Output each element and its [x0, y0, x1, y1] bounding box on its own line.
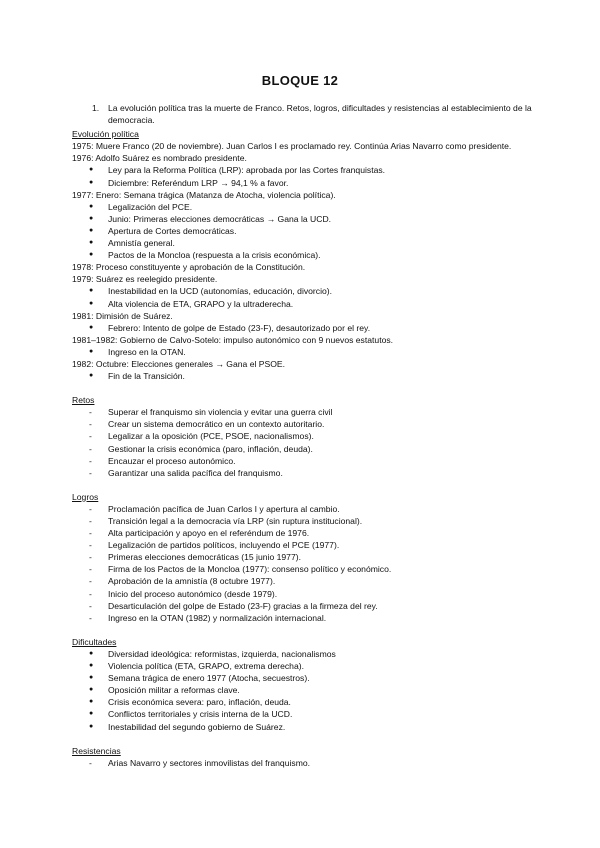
list-item	[72, 430, 532, 442]
list-item-text: Semana trágica de enero 1977 (Atocha, secuestros).	[108, 673, 310, 684]
list-item-text: Inicio del proceso autonómico (desde 1979).	[108, 588, 278, 599]
dash-marker: -	[89, 564, 92, 575]
list-item	[72, 418, 532, 430]
section-heading-evolucion: Evolución política	[72, 129, 139, 140]
list-item	[72, 213, 532, 225]
bullet-marker: ●	[89, 710, 94, 718]
dash-marker: -	[89, 419, 92, 430]
list-item-text: Legalización de partidos políticos, incluyendo el PCE (1977).	[108, 540, 340, 551]
list-item	[72, 612, 532, 624]
document-content	[72, 102, 532, 769]
dash-marker: -	[89, 612, 92, 623]
list-item	[72, 696, 532, 708]
list-item	[72, 322, 532, 334]
list-item	[72, 201, 532, 213]
list-dificultades	[72, 648, 532, 733]
dash-marker: -	[89, 503, 92, 514]
list-item	[72, 588, 532, 600]
list-item	[72, 249, 532, 261]
list-1979	[72, 285, 532, 309]
dash-marker: -	[89, 757, 92, 768]
list-item-text: Ingreso en la OTAN (1982) y normalización internacional.	[108, 612, 327, 623]
section-spacer	[72, 733, 532, 745]
list-item-text: Desarticulación del golpe de Estado (23-F) gracias a la firmeza del rey.	[108, 600, 378, 611]
bullet-marker: ●	[89, 251, 94, 259]
list-1981	[72, 322, 532, 334]
question-item	[72, 102, 532, 126]
bullet-marker: ●	[89, 287, 94, 295]
list-item	[72, 708, 532, 720]
list-1976	[72, 164, 532, 188]
list-item-text: Transición legal a la democracia vía LRP (sin ruptura institucional).	[108, 516, 363, 526]
section-spacer	[72, 624, 532, 636]
section-spacer	[72, 382, 532, 394]
list-item	[72, 237, 532, 249]
list-item-text: Legalizar a la oposición (PCE, PSOE, nacionalismos).	[108, 431, 314, 442]
timeline-entry-1982: 1982: Octubre: Elecciones generales → Gana el PSOE.	[72, 358, 286, 369]
bullet-marker: ●	[89, 372, 94, 380]
list-item-text: Pactos de la Moncloa (respuesta a la crisis económica).	[108, 250, 321, 261]
list-item	[72, 684, 532, 696]
section-logros	[72, 491, 532, 624]
section-heading-resistencias: Resistencias	[72, 745, 121, 756]
list-item-text: Alta violencia de ETA, GRAPO y la ultraderecha.	[108, 298, 294, 309]
list-item-text: Primeras elecciones democráticas (15 junio 1977).	[108, 552, 301, 563]
bullet-marker: ●	[89, 214, 94, 222]
list-item-text: Amnistía general.	[108, 238, 175, 249]
timeline-entry-1978: 1978: Proceso constituyente y aprobación de la Constitución.	[72, 262, 306, 273]
list-item-text: Legalización del PCE.	[108, 201, 193, 212]
list-item-text: Aprobación de la amnistía (8 octubre 1977).	[108, 576, 276, 587]
list-item-text: Fin de la Transición.	[108, 371, 185, 382]
list-item-text: Diversidad ideológica: reformistas, izquierda, nacionalismos	[108, 648, 336, 659]
list-item-text: Gestionar la crisis económica (paro, inflación, deuda).	[108, 443, 313, 454]
list-item	[72, 551, 532, 563]
bullet-marker: ●	[89, 299, 94, 307]
bullet-marker: ●	[89, 323, 94, 331]
bullet-marker: ●	[89, 674, 94, 682]
list-item	[72, 177, 532, 189]
list-item-text: Firma de los Pactos de la Moncloa (1977): consenso político y económico.	[108, 564, 392, 575]
section-evolucion	[72, 128, 532, 382]
list-item	[72, 600, 532, 612]
dash-marker: -	[89, 528, 92, 539]
list-item	[72, 298, 532, 310]
list-item	[72, 225, 532, 237]
dash-marker: -	[89, 467, 92, 478]
dash-marker: -	[89, 443, 92, 454]
timeline-entry-1976: 1976: Adolfo Suárez es nombrado presidente.	[72, 153, 247, 164]
section-dificultades	[72, 636, 532, 733]
section-retos	[72, 394, 532, 479]
list-item	[72, 285, 532, 297]
list-logros	[72, 503, 532, 624]
section-heading-dificultades: Dificultades	[72, 636, 117, 647]
list-item	[72, 503, 532, 515]
list-item	[72, 539, 532, 551]
question-text: La evolución política tras la muerte de Franco. Retos, logros, dificultades y resistencias al establecimiento de la democracia.	[108, 103, 532, 126]
list-item-text: Violencia política (ETA, GRAPO, extrema derecha).	[108, 661, 304, 672]
dash-marker: -	[89, 407, 92, 418]
dash-marker: -	[89, 588, 92, 599]
list-item	[72, 164, 532, 176]
bullet-marker: ●	[89, 649, 94, 657]
bullet-marker: ●	[89, 178, 94, 186]
bullet-marker: ●	[89, 239, 94, 247]
list-item	[72, 443, 532, 455]
list-item	[72, 721, 532, 733]
list-item-text: Conflictos territoriales y crisis interna de la UCD.	[108, 709, 293, 720]
dash-marker: -	[89, 516, 92, 526]
list-item-text: Superar el franquismo sin violencia y evitar una guerra civil	[108, 407, 333, 418]
list-item-text: Febrero: Intento de golpe de Estado (23-F), desautorizado por el rey.	[108, 322, 371, 333]
dash-marker: -	[89, 576, 92, 587]
list-item	[72, 575, 532, 587]
timeline-entry-1981: 1981: Dimisión de Suárez.	[72, 310, 173, 321]
bullet-marker: ●	[89, 202, 94, 210]
list-item	[72, 455, 532, 467]
list-item-text: Alta participación y apoyo en el referéndum de 1976.	[108, 528, 310, 539]
page-title: BLOQUE 12	[261, 73, 339, 88]
bullet-marker: ●	[89, 686, 94, 694]
dash-marker: -	[89, 600, 92, 611]
list-item-text: Apertura de Cortes democráticas.	[108, 225, 237, 236]
list-item-text: Diciembre: Referéndum LRP → 94,1 % a favor.	[108, 177, 289, 188]
list-item-text: Junio: Primeras elecciones democráticas → Gana la UCD.	[108, 213, 332, 224]
section-spacer	[72, 479, 532, 491]
list-1977	[72, 201, 532, 261]
timeline-entry-1981-1982: 1981–1982: Gobierno de Calvo-Sotelo: impulso autonómico con 9 nuevos estatutos.	[72, 334, 394, 345]
dash-marker: -	[89, 552, 92, 563]
list-retos	[72, 406, 532, 479]
list-item-text: Oposición militar a reformas clave.	[108, 685, 240, 696]
section-heading-retos: Retos	[72, 395, 95, 406]
section-heading-logros: Logros	[72, 491, 99, 502]
list-item-text: Arias Navarro y sectores inmovilistas del franquismo.	[108, 757, 311, 768]
list-item-text: Ingreso en la OTAN.	[108, 346, 186, 357]
bullet-marker: ●	[89, 166, 94, 174]
list-item-text: Inestabilidad en la UCD (autonomías, educación, divorcio).	[108, 286, 333, 297]
list-item-text: Ley para la Reforma Política (LRP): aprobada por las Cortes franquistas.	[108, 165, 386, 176]
list-item	[72, 370, 532, 382]
list-item-text: Inestabilidad del segundo gobierno de Suárez.	[108, 721, 286, 732]
list-1982	[72, 370, 532, 382]
list-item	[72, 660, 532, 672]
list-resistencias	[72, 757, 532, 769]
section-resistencias	[72, 745, 532, 769]
list-item	[72, 648, 532, 660]
list-item-text: Encauzar el proceso autonómico.	[108, 455, 236, 466]
dash-marker: -	[89, 431, 92, 442]
timeline-entry-1979: 1979: Suárez es reelegido presidente.	[72, 274, 218, 285]
bullet-marker: ●	[89, 347, 94, 355]
dash-marker: -	[89, 540, 92, 551]
bullet-marker: ●	[89, 662, 94, 670]
question-number: 1.	[92, 103, 100, 113]
list-item	[72, 346, 532, 358]
list-item	[72, 406, 532, 418]
list-item	[72, 527, 532, 539]
list-item	[72, 467, 532, 479]
bullet-marker: ●	[89, 226, 94, 234]
timeline-entry-1977: 1977: Enero: Semana trágica (Matanza de Atocha, violencia política).	[72, 189, 336, 200]
bullet-marker: ●	[89, 722, 94, 730]
list-item	[72, 757, 532, 769]
list-item-text: Garantizar una salida pacífica del franquismo.	[108, 467, 283, 478]
list-item	[72, 563, 532, 575]
dash-marker: -	[89, 455, 92, 466]
list-item-text: Proclamación pacífica de Juan Carlos I y apertura al cambio.	[108, 503, 340, 514]
bullet-marker: ●	[89, 698, 94, 706]
list-item-text: Crisis económica severa: paro, inflación, deuda.	[108, 697, 291, 708]
list-item	[72, 672, 532, 684]
timeline-entry-1975: 1975: Muere Franco (20 de noviembre). Juan Carlos I es proclamado rey. Continúa Arias Navarro como presidente.	[72, 141, 512, 152]
list-item-text: Crear un sistema democrático en un contexto autoritario.	[108, 419, 325, 430]
list-1981-1982	[72, 346, 532, 358]
list-item	[72, 515, 532, 527]
